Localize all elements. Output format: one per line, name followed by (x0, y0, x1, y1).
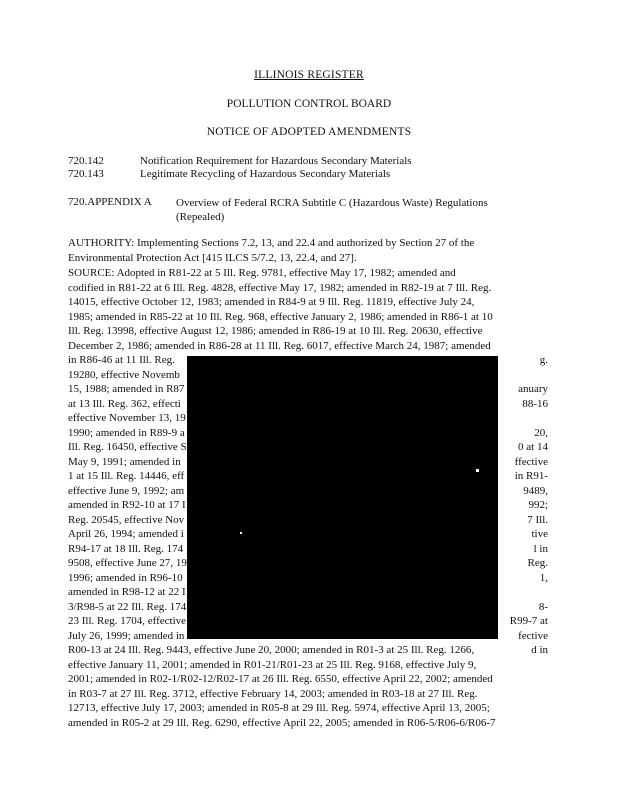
scan-speck (240, 532, 242, 534)
source-line: Reg. 20545, effective Nov (68, 513, 185, 526)
source-fragment: R99-7 at (509, 615, 548, 627)
source-line: 23 Ill. Reg. 1704, effective (68, 615, 187, 627)
scan-speck (476, 469, 479, 472)
section-title: Legitimate Recycling of Hazardous Secondary Materials (140, 168, 391, 180)
source-line: December 2, 1986; amended in R86-28 at 11 Ill. Reg. 6017, effective March 24, 1987; amended (68, 339, 491, 352)
source-line: 1985; amended in R85-22 at 10 Ill. Reg. 968, effective January 2, 1986; amended in R86-1 at 10 (68, 310, 493, 323)
source-line: amended in R98-12 at 22 I (68, 586, 186, 598)
source-fragment: 20, (534, 426, 548, 439)
source-fragment: 7 Ill. (527, 513, 548, 526)
authority-line: Environmental Protection Act [415 ILCS 5/7.2, 13, 22.4, and 27]. (68, 251, 357, 264)
source-fragment: g. (539, 354, 548, 366)
source-line: codified in R81-22 at 6 Ill. Reg. 4828, effective May 17, 1982; amended in R82-19 at 7 Ill. Reg. (68, 281, 492, 294)
authority-line: AUTHORITY: Implementing Sections 7.2, 13, and 22.4 and authorized by Section 27 of the (68, 237, 475, 249)
section-number: 720.143 (68, 168, 104, 180)
source-line: 9508, effective June 27, 19 (68, 557, 187, 569)
source-fragment: tive (531, 528, 548, 540)
source-line: SOURCE: Adopted in R81-22 at 5 Ill. Reg. 9781, effective May 17, 1982; amended and (68, 267, 456, 279)
source-line: July 26, 1999; amended in (68, 629, 185, 642)
appendix-title-line: Overview of Federal RCRA Subtitle C (Hazardous Waste) Regulations (176, 197, 488, 209)
section-title: Notification Requirement for Hazardous Secondary Materials (140, 155, 412, 167)
source-line: 1996; amended in R96-10 (68, 571, 183, 584)
source-fragment: 88-16 (522, 397, 548, 410)
source-line: in R03-7 at 27 Ill. Reg. 3712, effective February 14, 2003; amended in R03-18 at 27 Ill. Reg. (68, 687, 478, 700)
source-fragment: 0 at 14 (518, 441, 548, 453)
source-line: 19280, effective Novemb (68, 368, 180, 381)
source-fragment: 1, (539, 571, 548, 584)
register-header: ILLINOIS REGISTER (254, 69, 364, 81)
source-line: effective June 9, 1992; am (68, 484, 185, 497)
source-line: at 13 Ill. Reg. 362, effecti (68, 397, 181, 410)
source-line: Ill. Reg. 13998, effective August 12, 1986; amended in R86-19 at 10 Ill. Reg. 20630, effective (68, 325, 483, 337)
source-line: 1 at 15 Ill. Reg. 14446, eff (68, 470, 185, 482)
section-number: 720.142 (68, 155, 104, 167)
source-fragment: 9489, (523, 484, 548, 497)
source-line: 2001; amended in R02-1/R02-12/R02-17 at 26 Ill. Reg. 6550, effective April 22, 2002; amended (68, 673, 493, 685)
source-line: 1990; amended in R89-9 a (68, 426, 185, 439)
source-line: 3/R98-5 at 22 Ill. Reg. 174 (68, 600, 187, 613)
appendix-title (176, 196, 536, 224)
source-fragment: in R91- (514, 470, 548, 482)
appendix-title-line: (Repealed) (176, 211, 225, 223)
source-line: April 26, 1994; amended i (68, 528, 184, 540)
appendix-number: 720.APPENDIX A (68, 196, 152, 208)
source-fragment: l in (533, 542, 548, 555)
source-line: amended in R92-10 at 17 I (68, 499, 186, 511)
source-line: 14015, effective October 12, 1983; amended in R84-9 at 9 Ill. Reg. 11819, effective July 24, (68, 296, 475, 308)
source-line: Ill. Reg. 16450, effective S (68, 441, 187, 453)
source-fragment: 8- (538, 600, 548, 613)
source-fragment: anuary (518, 383, 548, 395)
authority-paragraph (68, 236, 474, 265)
source-line: R94-17 at 18 Ill. Reg. 174 (68, 542, 184, 555)
section-720-142 (68, 155, 412, 167)
source-line: R00-13 at 24 Ill. Reg. 9443, effective June 20, 2000; amended in R01-3 at 25 Ill. Reg. 1266, (68, 644, 475, 656)
notice-header: NOTICE OF ADOPTED AMENDMENTS (206, 126, 412, 138)
source-line: 15, 1988; amended in R87 (68, 383, 185, 395)
source-line: amended in R05-2 at 29 Ill. Reg. 6290, effective April 22, 2005; amended in R06-5/R06-6/R06-7 (68, 716, 496, 729)
source-line: May 9, 1991; amended in (68, 455, 181, 468)
source-line: in R86-46 at 11 Ill. Reg. (68, 354, 175, 366)
source-fragment: d in (531, 644, 548, 656)
section-720-143 (68, 168, 390, 180)
source-fragment: ffective (514, 455, 548, 468)
source-fragment: fective (518, 629, 548, 642)
source-line: 12713, effective July 17, 2003; amended in R05-8 at 29 Ill. Reg. 5974, effective April 13, 2005; (68, 702, 490, 714)
source-fragment: Reg. (527, 557, 548, 569)
source-line: effective January 11, 2001; amended in R01-21/R01-23 at 25 Ill. Reg. 9168, effective July 9, (68, 658, 477, 671)
board-header: POLLUTION CONTROL BOARD (226, 98, 392, 110)
source-fragment: 992; (528, 499, 548, 511)
redaction-block (187, 356, 498, 639)
source-line: effective November 13, 19 (68, 412, 186, 424)
